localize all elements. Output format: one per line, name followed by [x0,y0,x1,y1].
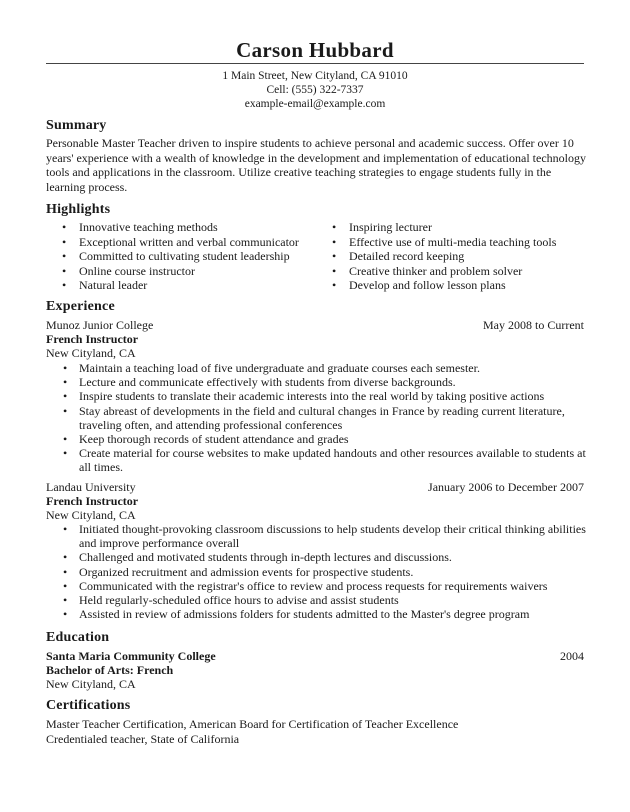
job-bullet: • Initiated thought-provoking classroom discussions to help students develop their critical thinking abilities and improve performance overall [46,522,586,550]
contact-info [0,69,630,111]
certifications-heading: Certifications [46,698,131,713]
highlight-item: • Creative thinker and problem solver [316,264,586,279]
education-school: Santa Maria Community College [46,649,216,663]
job-bullets [46,522,586,621]
highlight-item: • Committed to cultivating student leadership [46,249,336,264]
job-bullet: • Keep thorough records of student attendance and grades [46,432,586,446]
job-bullet: • Stay abreast of developments in the field and cultural changes in France by reading current literature, traveling often, and attending professional conferences [46,404,586,432]
education-degree: Bachelor of Arts: French [46,663,174,677]
highlight-item: • Innovative teaching methods [46,220,336,235]
job-bullet: • Maintain a teaching load of five undergraduate and graduate courses each semester. [46,361,586,375]
job-employer: Munoz Junior College [46,318,154,332]
job-title: French Instructor [46,494,139,508]
education-location: New Cityland, CA [46,677,136,691]
highlight-item: • Natural leader [46,278,336,293]
highlight-item: • Exceptional written and verbal communicator [46,235,336,250]
contact-email: example-email@example.com [244,98,386,110]
job-employer: Landau University [46,480,136,494]
job-dates: May 2008 to Current [483,318,584,332]
education-year: 2004 [560,649,584,663]
job-bullet: • Challenged and motivated students through in-depth lectures and discussions. [46,550,586,564]
highlights-right-list [316,220,586,293]
highlight-item: • Online course instructor [46,264,336,279]
job-bullet: • Held regularly-scheduled office hours to advise and assist students [46,593,586,607]
highlights-left-list [46,220,336,293]
highlight-item: • Effective use of multi-media teaching tools [316,235,586,250]
highlight-item: • Develop and follow lesson plans [316,278,586,293]
job-bullet: • Organized recruitment and admission events for prospective students. [46,565,586,579]
experience-heading: Experience [46,299,115,314]
job-bullet: • Create material for course websites to make updated handouts and other resources available to students at all times. [46,446,586,474]
contact-phone: Cell: (555) 322-7337 [266,84,364,96]
job-location: New Cityland, CA [46,508,136,522]
summary-text: Personable Master Teacher driven to inspire students to achieve personal and academic success. Offer over 10 years' experience with a wealth of knowledge in the development and implementation of educational technology tools and applications in the classroom. Utilize creative teaching strategies to engage students fully in the learning process. [46,136,586,194]
education-heading: Education [46,630,110,645]
job-bullet: • Communicated with the registrar's office to review and process requests for requirements waivers [46,579,586,593]
job-bullet: • Inspire students to translate their academic interests into the real world by taking positive actions [46,389,586,403]
certification-item: Master Teacher Certification, American Board for Certification of Teacher Excellence [46,717,459,731]
job-dates: January 2006 to December 2007 [428,480,584,494]
job-bullet: • Lecture and communicate effectively with students from diverse backgrounds. [46,375,586,389]
contact-address: 1 Main Street, New Cityland, CA 91010 [222,70,408,82]
highlights-heading: Highlights [46,202,111,217]
job-bullet: • Assisted in review of admissions folders for students admitted to the Master's degree program [46,607,586,621]
certification-item: Credentialed teacher, State of California [46,732,240,746]
job-bullets [46,361,586,475]
job-title: French Instructor [46,332,139,346]
header-rule [46,63,584,64]
candidate-name: Carson Hubbard [236,38,394,62]
highlight-item: • Inspiring lecturer [316,220,586,235]
job-location: New Cityland, CA [46,346,136,360]
highlight-item: • Detailed record keeping [316,249,586,264]
summary-heading: Summary [46,118,107,133]
